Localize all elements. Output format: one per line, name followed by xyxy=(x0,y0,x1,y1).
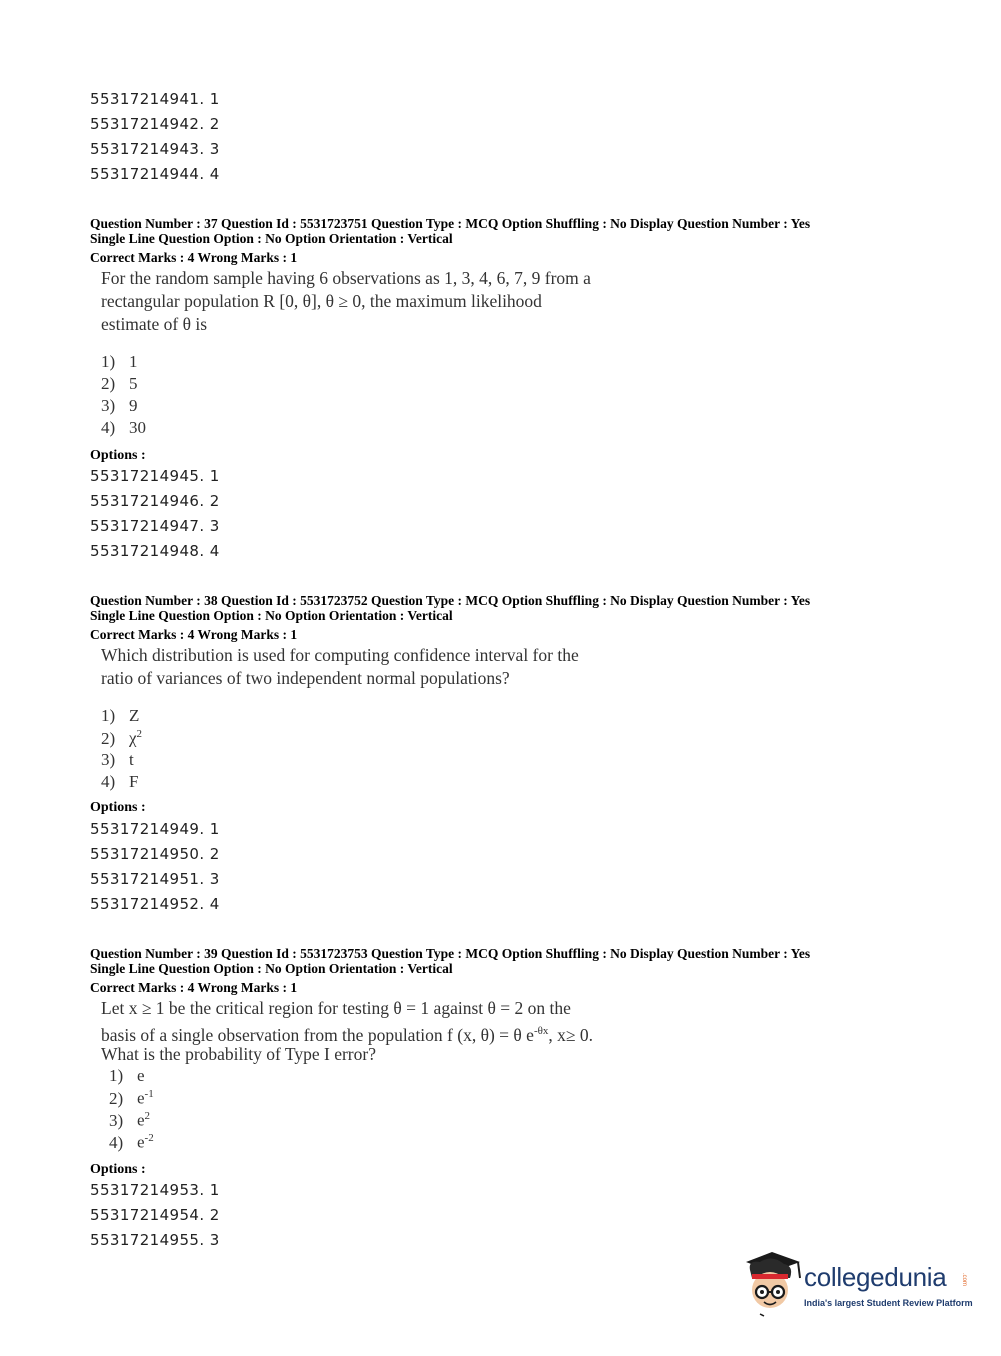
option-line: 55317214942. 2 xyxy=(90,115,220,133)
answer-choice: 1) Z xyxy=(101,706,140,725)
answer-choice: 2) 5 xyxy=(101,374,138,393)
question-meta: Single Line Question Option : No Option Orientation : Vertical xyxy=(90,608,453,623)
question-meta: Question Number : 39 Question Id : 5531723753 Question Type : MCQ Option Shuffling : No Display Question Number : Yes xyxy=(90,946,811,961)
mascot-icon xyxy=(742,1248,804,1318)
question-text: What is the probability of Type I error? xyxy=(101,1044,376,1064)
question-text: Let x ≥ 1 be the critical region for testing θ = 1 against θ = 2 on the xyxy=(101,998,571,1018)
question-text: rectangular population R [0, θ], θ ≥ 0, the maximum likelihood xyxy=(101,291,542,311)
option-line: 55317214953. 1 xyxy=(90,1181,220,1199)
collegedunia-logo[interactable] xyxy=(742,1248,972,1318)
question-marks: Correct Marks : 4 Wrong Marks : 1 xyxy=(90,980,298,995)
answer-choice: 4) $e^{-2}$ xyxy=(109,1132,154,1152)
option-line: 55317214954. 2 xyxy=(90,1206,220,1224)
question-marks: Correct Marks : 4 Wrong Marks : 1 xyxy=(90,250,298,265)
question-marks: Correct Marks : 4 Wrong Marks : 1 xyxy=(90,627,298,642)
question-text: Which distribution is used for computing confidence interval for the xyxy=(101,645,579,665)
answer-choice: 1) e xyxy=(109,1066,145,1085)
option-line: 55317214955. 3 xyxy=(90,1231,220,1249)
question-meta: Single Line Question Option : No Option Orientation : Vertical xyxy=(90,231,453,246)
option-line: 55317214948. 4 xyxy=(90,542,220,560)
option-line: 55317214952. 4 xyxy=(90,895,220,913)
option-line: 55317214945. 1 xyxy=(90,467,220,485)
answer-choice: 3) 9 xyxy=(101,396,138,415)
answer-choice: 3) $e^2$ xyxy=(109,1110,151,1130)
logo-tagline: India's largest Student Review Platform xyxy=(804,1298,973,1308)
option-line: 55317214943. 3 xyxy=(90,140,220,158)
answer-choice: 4) 30 xyxy=(101,418,146,437)
question-meta: Question Number : 37 Question Id : 5531723751 Question Type : MCQ Option Shuffling : No Display Question Number : Yes xyxy=(90,216,811,231)
option-line: 55317214947. 3 xyxy=(90,517,220,535)
answer-choice: 1) 1 xyxy=(101,352,138,371)
options-label: Options : xyxy=(90,1162,146,1177)
question-text: estimate of θ is xyxy=(101,314,208,334)
answer-choice: 3) t xyxy=(101,750,134,769)
option-line: 55317214944. 4 xyxy=(90,165,220,183)
logo-com: .com xyxy=(961,1273,967,1287)
options-label: Options : xyxy=(90,448,146,463)
options-label: Options : xyxy=(90,800,146,815)
question-meta: Single Line Question Option : No Option Orientation : Vertical xyxy=(90,961,453,976)
question-text: For the random sample having 6 observations as 1, 3, 4, 6, 7, 9 from a xyxy=(101,268,591,288)
question-meta: Question Number : 38 Question Id : 5531723752 Question Type : MCQ Option Shuffling : No Display Question Number : Yes xyxy=(90,593,811,608)
answer-choice: 2) $\chi^2$ xyxy=(101,728,143,748)
option-line: 55317214949. 1 xyxy=(90,820,220,838)
answer-choice: 4) F xyxy=(101,772,139,791)
question-text: basis of a single observation from the population f (x, θ) = θ $e^{-\theta x}$, x≥ 0. xyxy=(101,1024,593,1045)
logo-wordmark: collegedunia xyxy=(804,1262,947,1292)
option-line: 55317214950. 2 xyxy=(90,845,220,863)
option-line: 55317214941. 1 xyxy=(90,90,220,108)
answer-choice: 2) $e^{-1}$ xyxy=(109,1088,154,1108)
option-line: 55317214946. 2 xyxy=(90,492,220,510)
question-text: ratio of variances of two independent normal populations? xyxy=(101,668,510,688)
option-line: 55317214951. 3 xyxy=(90,870,220,888)
